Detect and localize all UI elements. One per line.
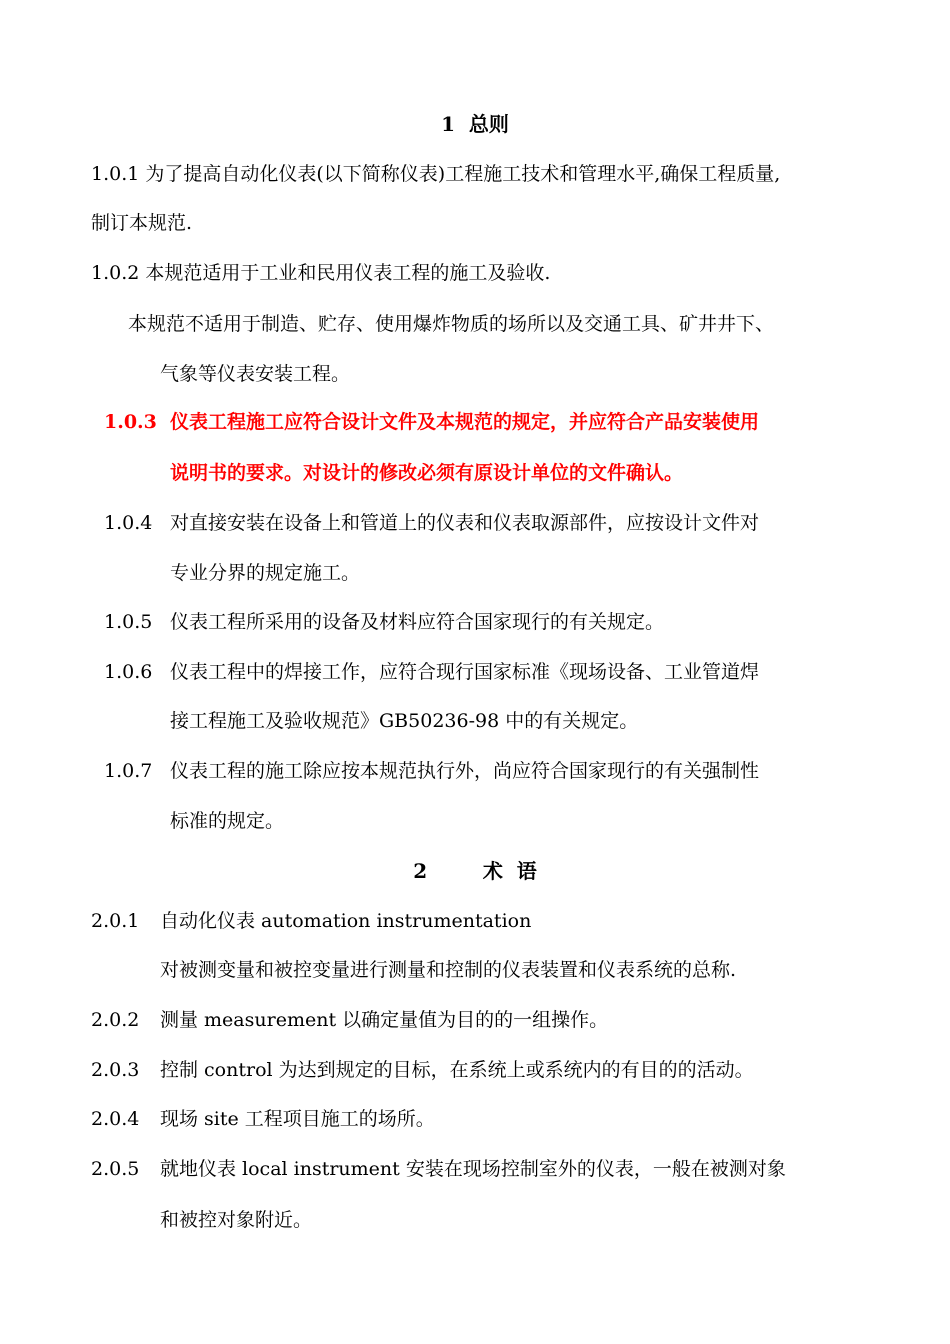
- clause-1-0-2-line-2: 本规范不适用于制造、贮存、使用爆炸物质的场所以及交通工具、矿井井下、: [128, 313, 775, 335]
- clause-1-0-5-line-1: 仪表工程所采用的设备及材料应符合国家现行的有关规定。: [170, 611, 665, 633]
- clause-1-0-4-line-2: 专业分界的规定施工。: [170, 562, 361, 584]
- term-2-0-1-line-1: 自动化仪表 automation instrumentation: [160, 910, 532, 932]
- clause-1-0-3-line-2: 说明书的要求。对设计的修改必须有原设计单位的文件确认。: [170, 462, 684, 484]
- clause-1-0-7-line-1: 仪表工程的施工除应按本规范执行外，尚应符合国家现行的有关强制性: [170, 760, 760, 782]
- clause-1-0-5-number: 1.0.5: [104, 611, 153, 633]
- clause-1-0-1-line-1: 1.0.1 为了提高自动化仪表(以下简称仪表)工程施工技术和管理水平,确保工程质量,: [91, 163, 781, 185]
- clause-1-0-6-number: 1.0.6: [104, 661, 153, 683]
- term-2-0-2-number: 2.0.2: [91, 1009, 140, 1031]
- clause-1-0-7-line-2: 标准的规定。: [170, 810, 285, 832]
- clause-1-0-2-line-1: 1.0.2 本规范适用于工业和民用仪表工程的施工及验收.: [91, 262, 551, 284]
- term-2-0-5-number: 2.0.5: [91, 1158, 140, 1180]
- term-2-0-4-line-1: 现场 site 工程项目施工的场所。: [160, 1108, 435, 1130]
- term-2-0-1-number: 2.0.1: [91, 910, 140, 932]
- clause-1-0-3-line-1: 仪表工程施工应符合设计文件及本规范的规定，并应符合产品安装使用: [170, 411, 760, 433]
- clause-1-0-4-number: 1.0.4: [104, 512, 153, 534]
- term-2-0-4-number: 2.0.4: [91, 1108, 140, 1130]
- clause-1-0-7-number: 1.0.7: [104, 760, 153, 782]
- term-2-0-1-line-2: 对被测变量和被控变量进行测量和控制的仪表装置和仪表系统的总称.: [160, 959, 737, 981]
- term-2-0-3-number: 2.0.3: [91, 1059, 140, 1081]
- clause-1-0-1-line-2: 制订本规范.: [91, 212, 193, 234]
- section-1-heading: 1 总则: [441, 112, 509, 136]
- clause-1-0-3-number: 1.0.3: [104, 411, 157, 433]
- term-2-0-2-line-1: 测量 measurement 以确定量值为目的的一组操作。: [160, 1009, 609, 1031]
- term-2-0-3-line-1: 控制 control 为达到规定的目标，在系统上或系统内的有目的的活动。: [160, 1059, 754, 1081]
- clause-1-0-6-line-1: 仪表工程中的焊接工作，应符合现行国家标准《现场设备、工业管道焊: [170, 661, 760, 683]
- section-2-heading: 2 术 语: [413, 859, 537, 883]
- clause-1-0-2-line-3: 气象等仪表安装工程。: [160, 363, 351, 385]
- clause-1-0-4-line-1: 对直接安装在设备上和管道上的仪表和仪表取源部件，应按设计文件对: [170, 512, 760, 534]
- term-2-0-5-line-2: 和被控对象附近。: [160, 1209, 313, 1231]
- clause-1-0-6-line-2: 接工程施工及验收规范》GB50236-98 中的有关规定。: [170, 710, 639, 732]
- term-2-0-5-line-1: 就地仪表 local instrument 安装在现场控制室外的仪表，一般在被测对象: [160, 1158, 786, 1180]
